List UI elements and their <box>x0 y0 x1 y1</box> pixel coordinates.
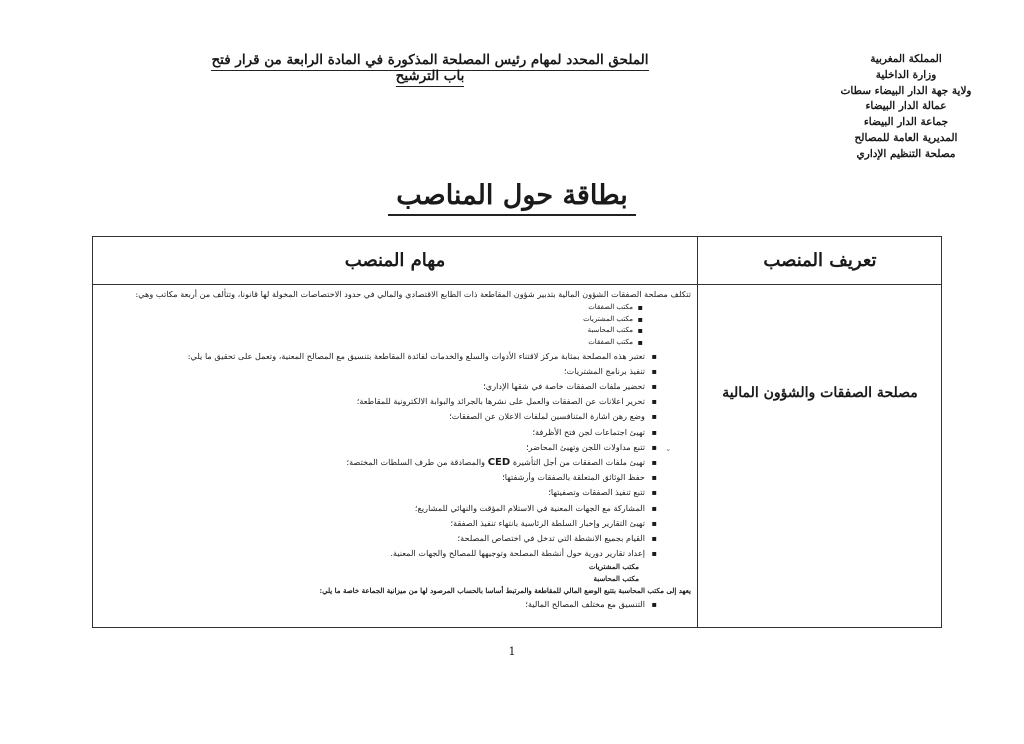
ministry-line: ولاية جهة الدار البيضاء سطات <box>840 84 972 97</box>
sub-heading-accounting: مكتب المحاسبة <box>593 574 639 584</box>
ced-task-pre: تهيئ ملفات الصفقات من أجل التأشيرة <box>512 457 645 467</box>
list-item: ▪ التنسيق مع مختلف المصالح المالية؛ <box>103 597 691 612</box>
list-item: ▪ تتبع مداولات اللجن وتهيئ المحاضر؛ <box>103 440 691 455</box>
stray-mark: ˇ <box>666 450 671 460</box>
list-item: ▪ مكتب الصفقات <box>103 337 691 349</box>
sub-heading-purchases: مكتب المشتريات <box>588 562 639 572</box>
ministry-line: جماعة الدار البيضاء <box>863 116 949 129</box>
list-item: ▪ تعتبر هذه المصلحة بمثابة مركز لاقتناء الأدوات والسلع والخدمات لفائدة المقاطعة بتنسيق مع المصالح المعنية، وتعمل على تحقيق ما يلي: <box>103 349 691 364</box>
column-divider <box>697 237 698 627</box>
ministry-line: المديرية العامة للمصالح <box>854 131 958 144</box>
tasks-column-header: مهام المنصب <box>344 250 446 271</box>
ministry-line: عمالة الدار البيضاء <box>865 100 947 113</box>
ministry-line: وزارة الداخلية <box>875 68 937 81</box>
list-item: ▪ حفظ الوثائق المتعلقة بالصفقات وأرشفتها؛ <box>103 470 691 485</box>
list-item: ▪ القيام بجميع الانشطة التي تدخل في اختصاص المصلحة؛ <box>103 531 691 546</box>
list-item-ced <box>103 455 691 470</box>
list-item: ▪ تحرير اعلانات عن الصفقات والعمل على نشرها بالجرائد والبوابة الالكترونية للمقاطعة؛ <box>103 394 691 409</box>
header-divider <box>93 284 941 285</box>
list-item: ▪ المشاركة مع الجهات المعنية في الاستلام المؤقت والنهائي للمشاريع؛ <box>103 501 691 516</box>
tasks-content <box>103 287 691 612</box>
ced-acronym: CED <box>487 457 511 468</box>
ced-task-post: والمصادقة من طرف السلطات المختصة؛ <box>346 457 486 467</box>
list-item: ▪ مكتب الصفقات <box>103 302 691 314</box>
positions-table <box>92 236 942 628</box>
list-item: ▪ تهيئ اجتماعات لجن فتح الأظرفة؛ <box>103 425 691 440</box>
list-item: ▪ مكتب المحاسبة <box>103 325 691 337</box>
list-item: ▪ تتبع تنفيذ الصفقات وتصفيتها؛ <box>103 485 691 500</box>
list-item: ▪ تهيئ التقارير وإخبار السلطة الرئاسية بانتهاء تنفيذ الصفقة؛ <box>103 516 691 531</box>
definition-column-header: تعريف المنصب <box>763 250 877 271</box>
ministry-line: المملكة المغربية <box>870 53 942 65</box>
accounting-paragraph: يعهد إلى مكتب المحاسبة بتتبع الوضع المالي للمقاطعة والمرتبط أساسا بالحساب المرصود لها من ميزانية الجماعة خاصة ما يلي: <box>319 586 691 596</box>
ministry-header <box>826 52 986 163</box>
post-name: مصلحة الصفقات والشؤون المالية <box>722 385 918 401</box>
list-item: ▪ وضع رهن اشارة المتنافسين لملفات الاعلان عن الصفقات؛ <box>103 409 691 424</box>
intro-paragraph: تتكلف مصلحة الصفقات الشؤون المالية بتدبير شؤون المقاطعة ذات الطابع الاقتصادي والمالي في حدود الاختصاصات المخولة لها قانونا، وتتألف من أربعة مكاتب وهي: <box>135 289 691 299</box>
list-item: ▪ تنفيذ برنامج المشتريات؛ <box>103 364 691 379</box>
list-item: ▪ تحضير ملفات الصفقات خاصة في شقها الإداري؛ <box>103 379 691 394</box>
annex-title <box>210 52 650 84</box>
annex-title-text: الملحق المحدد لمهام رئيس المصلحة المذكورة في المادة الرابعة من قرار فتح باب الترشيح <box>211 52 648 87</box>
list-item: ▪ مكتب المشتريات <box>103 314 691 326</box>
page-number: 1 <box>508 645 516 658</box>
document-title-text: بطاقة حول المناصب <box>388 180 635 216</box>
document-title <box>0 180 1024 211</box>
ministry-line: مصلحة التنظيم الإداري <box>856 147 956 160</box>
list-item: ▪ إعداد تقارير دورية حول أنشطة المصلحة وتوجيهها للمصالح والجهات المعنية. <box>103 546 691 561</box>
